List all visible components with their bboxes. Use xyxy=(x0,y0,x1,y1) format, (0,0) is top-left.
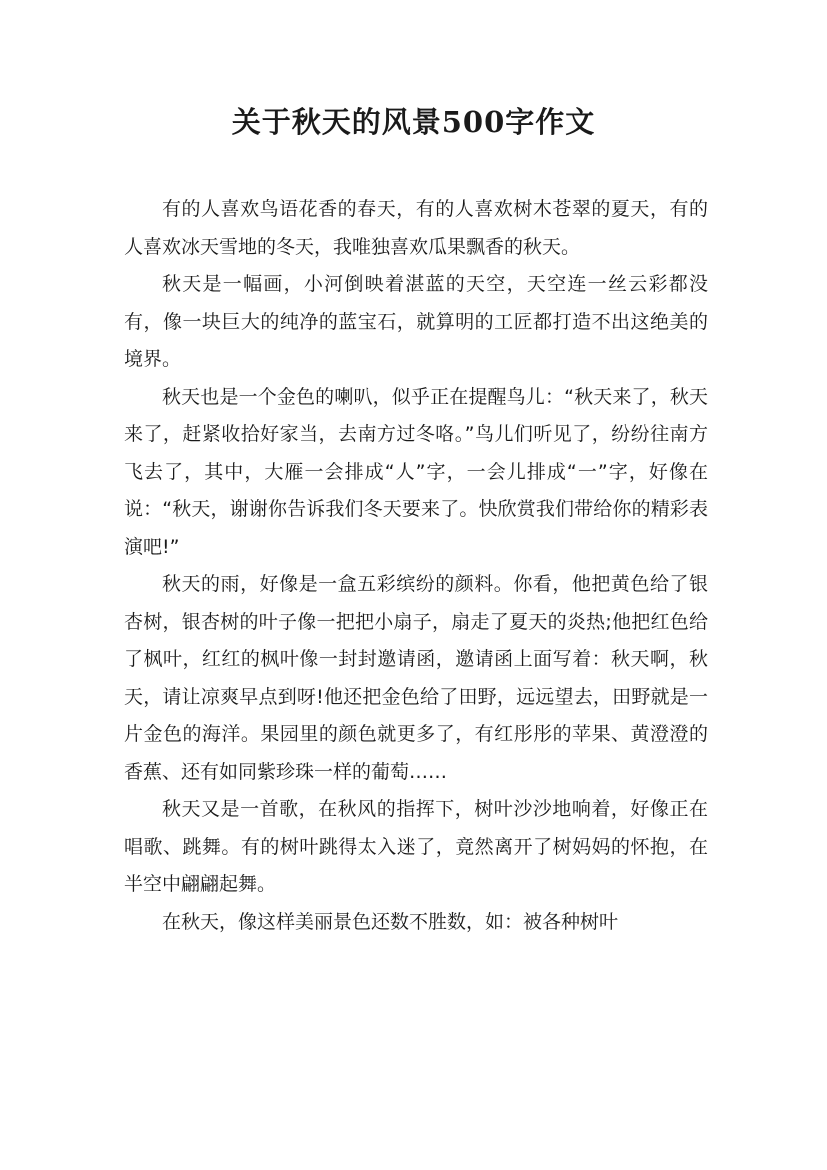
paragraph: 秋天的雨，好像是一盒五彩缤纷的颜料。你看，他把黄色给了银杏树，银杏树的叶子像一把把小扇子，扇走了夏天的炎热;他把红色给了枫叶，红红的枫叶像一封封邀请函，邀请函上面写着：秋天啊，秋天，请让凉爽早点到呀!他还把金色给了田野，远远望去，田野就是一片金色的海洋。果园里的颜色就更多了，有红彤彤的苹果、黄澄澄的香蕉、还有如同紫珍珠一样的葡萄…… xyxy=(124,573,708,783)
paragraph: 在秋天，像这样美丽景色还数不胜数，如：被各种树叶 xyxy=(162,910,619,933)
page-title: 关于秋天的风景500字作文 xyxy=(231,105,596,139)
essay-body xyxy=(124,191,708,941)
paragraph: 秋天也是一个金色的喇叭，似乎正在提醒鸟儿：“秋天来了，秋天来了，赶紧收拾好家当，去南方过冬咯。”鸟儿们听见了，纷纷往南方飞去了，其中，大雁一会排成“人”字，一会儿排成“一”字，好像在说：“秋天，谢谢你告诉我们冬天要来了。快欣赏我们带给你的精彩表演吧!” xyxy=(124,385,708,558)
paragraph: 秋天是一幅画，小河倒映着湛蓝的天空，天空连一丝云彩都没有，像一块巨大的纯净的蓝宝石，就算明的工匠都打造不出这绝美的境界。 xyxy=(124,273,708,370)
paragraph: 秋天又是一首歌，在秋风的指挥下，树叶沙沙地响着，好像正在唱歌、跳舞。有的树叶跳得太入迷了，竟然离开了树妈妈的怀抱，在半空中翩翩起舞。 xyxy=(124,798,708,895)
paragraph: 有的人喜欢鸟语花香的春天，有的人喜欢树木苍翠的夏天，有的人喜欢冰天雪地的冬天，我唯独喜欢瓜果飘香的秋天。 xyxy=(124,198,708,258)
